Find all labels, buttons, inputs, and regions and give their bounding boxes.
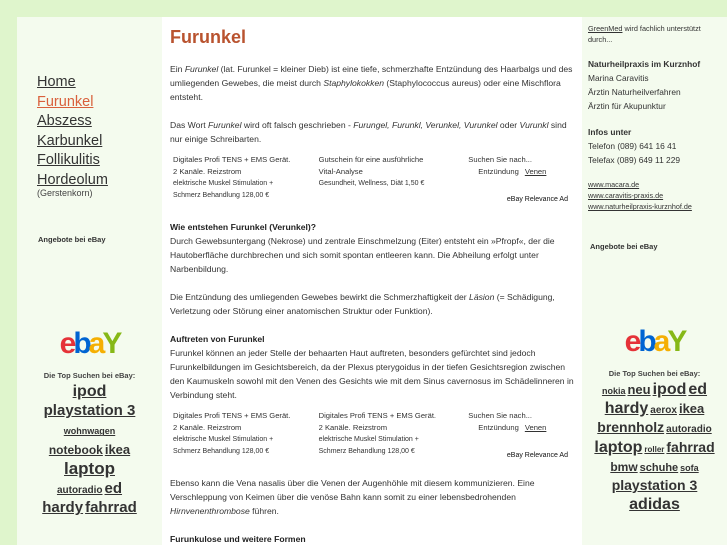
text: Die Entzündung des umliegenden Gewebes bewirkt die Schmerzhaftigkeit der (170, 292, 470, 302)
text: (= Schädigung, Verletzung oder Störung einer anatomischen Struktur oder Funktion). (170, 292, 555, 316)
ad-item[interactable] (173, 154, 319, 206)
text: (lat. Furunkel = kleiner Dieb) ist eine tiefe, schmerzhafte Entzündung des Haarbalgs und des umliegenden Gewebes, die meist durch (170, 64, 573, 88)
contact-heading: Infos unter (588, 127, 632, 137)
ad-title: Gutschein für eine ausführliche (318, 155, 424, 164)
ebay-ad-block-1 (173, 154, 574, 206)
ebay-logo[interactable]: ebaY (624, 325, 685, 358)
section-heading: Furunkulose und weitere Formen (170, 534, 306, 544)
paragraph (170, 476, 574, 518)
contact-info (588, 125, 721, 167)
paragraph: Furunkel können an jeder Stelle der behaarten Haut auftreten, besonders gefürchtet sind jedoch Furunkelbildungen im Gesichtsbereich, da der Plexus pterygoidus in der tiefen Gesichtsregion zwischen den Kaumuskeln sowohl mit den Venen des Gesichts wie mit dem Sinus cavernosus im Schädelinneren in Verbindung steht. (170, 348, 574, 400)
cloud-link[interactable]: autoradio (666, 424, 712, 436)
cloud-link[interactable]: hardy (604, 400, 649, 418)
intro-paragraph (170, 62, 574, 104)
ad-title: Digitales Profi TENS + EMS Gerät. (318, 411, 437, 420)
website-link[interactable]: www.naturheilpraxis-kurznhof.de (588, 202, 692, 211)
ad-item[interactable] (319, 154, 465, 206)
search-cloud (582, 380, 727, 514)
page-container (17, 17, 727, 545)
ad-title: Digitales Profi TENS + EMS Gerät. (173, 155, 291, 164)
search-label: Suchen Sie nach... (468, 411, 533, 420)
text: oder (497, 120, 520, 130)
text: sind nur einige Schreibarten. (170, 120, 567, 144)
cloud-link[interactable]: ikea (678, 401, 705, 417)
cloud-link[interactable]: nokia (601, 386, 626, 396)
text: wird fachlich unterstützt durch... (588, 24, 701, 44)
ad-title: Digitales Profi TENS + EMS Gerät. (173, 411, 291, 420)
cloud-link[interactable]: neu (627, 382, 651, 397)
ebay-widget-right (582, 325, 727, 514)
text: Furunkel (184, 64, 219, 74)
doctor-role: Ärztin für Akupunktur (588, 101, 666, 111)
doctor-role: Ärztin Naturheilverfahren (588, 87, 681, 97)
search-term-link[interactable]: Venen (524, 167, 547, 176)
cloud-link[interactable]: brennholz (597, 419, 665, 436)
cloud-link[interactable]: ipod (72, 383, 107, 400)
cloud-link[interactable]: autoradio (56, 485, 103, 497)
cloud-link[interactable]: roller (644, 444, 665, 454)
cloud-link[interactable]: sofa (680, 462, 699, 473)
paragraph (170, 290, 574, 318)
nav-abszess[interactable]: Abszess (37, 113, 92, 129)
text: Vurunkl (519, 120, 549, 130)
cloud-link[interactable]: laptop (64, 458, 115, 478)
top-searches-label: Die Top Suchen bei eBay: (608, 369, 701, 378)
text: Furungel, Furunkl, Verunkel, Vurunkel (353, 120, 498, 130)
ad-price: Schmerz Behandlung 128,00 € (173, 192, 270, 199)
fax: Telefax (089) 649 11 229 (588, 155, 681, 165)
text: Staphylokokken (323, 78, 385, 88)
cloud-link[interactable]: ed (104, 480, 123, 498)
ad-price: Gesundheit, Wellness, Diät 1,50 € (318, 180, 425, 187)
doctor-name: Marina Caravitis (588, 73, 649, 83)
ebay-ad-block-2 (173, 410, 574, 462)
left-sidebar (17, 17, 162, 545)
cloud-link[interactable]: ikea (104, 441, 131, 457)
greenmed-link[interactable]: GreenMed (588, 24, 623, 33)
main-content (162, 17, 582, 545)
cloud-link[interactable]: fahrrad (666, 438, 715, 455)
nav-hordeolum[interactable]: Hordeolum (37, 171, 108, 188)
cloud-link[interactable]: bmw (610, 459, 638, 474)
nav-follikulitis[interactable]: Follikulitis (37, 152, 100, 168)
nav-furunkel[interactable]: Furunkel (37, 93, 94, 110)
text: Läsion (469, 292, 495, 302)
website-links (588, 179, 721, 212)
nav-hordeolum-sub: (Gerstenkorn) (37, 188, 93, 198)
text: wird oft falsch geschrieben - (241, 120, 354, 130)
search-term[interactable]: Entzündung (478, 423, 519, 432)
cloud-link[interactable]: laptop (594, 438, 643, 456)
ad-text: 2 Kanäle. Reizstrom (173, 423, 242, 432)
cloud-link[interactable]: ed (688, 381, 708, 398)
phone: Telefon (089) 641 16 41 (588, 141, 677, 151)
cloud-link[interactable]: ipod (652, 381, 687, 398)
ad-price: Schmerz Behandlung 128,00 € (318, 448, 415, 455)
search-term[interactable]: Entzündung (478, 167, 519, 176)
text: Ebenso kann die Vena nasalis über die Venen der Augenhöhle mit diesem kommunizieren. Eine Verschleppung von Keimen über die venöse Bahn kann somit zu einer lebensbedrohenden (170, 478, 535, 502)
ad-text: Vital-Analyse (318, 167, 363, 176)
cloud-link[interactable]: hardy (42, 499, 84, 517)
ad-item[interactable] (319, 410, 465, 462)
text: Furunkel (208, 120, 242, 130)
main-nav (37, 73, 108, 198)
ad-text: elektrische Muskel Stimulation + (318, 436, 419, 443)
ebay-widget-left (17, 327, 162, 518)
sponsor-note (588, 23, 721, 45)
cloud-link[interactable]: notebook (48, 442, 103, 457)
cloud-link[interactable]: schuhe (639, 461, 679, 474)
section-heading: Auftreten von Furunkel (170, 334, 265, 344)
praxis-name: Naturheilpraxis im Kurznhof (588, 59, 701, 69)
spelling-paragraph (170, 118, 574, 146)
cloud-link[interactable]: adidas (629, 496, 680, 514)
website-link[interactable]: www.caravitis-praxis.de (588, 191, 664, 200)
text: (Staphylococcus aureus) oder eine Mischflora entsteht. (170, 78, 561, 102)
page-title: Furunkel (170, 27, 247, 47)
text: Ein (170, 64, 185, 74)
ebay-offers-heading: Angebote bei eBay (590, 242, 658, 251)
ad-text: 2 Kanäle. Reizstrom (173, 167, 242, 176)
text: Das Wort (170, 120, 209, 130)
cloud-link[interactable]: fahrrad (85, 499, 137, 517)
search-term-link[interactable]: Venen (524, 423, 547, 432)
section-heading: Wie entstehen Furunkel (Verunkel)? (170, 222, 317, 232)
ad-price: Schmerz Behandlung 128,00 € (173, 448, 270, 455)
ad-item[interactable] (173, 410, 319, 462)
nav-karbunkel[interactable]: Karbunkel (37, 132, 103, 149)
relevance-ad-label: eBay Relevance Ad (506, 196, 568, 203)
search-label: Suchen Sie nach... (468, 155, 533, 164)
nav-home[interactable]: Home (37, 74, 76, 90)
ad-text: 2 Kanäle. Reizstrom (318, 423, 388, 432)
ebay-logo[interactable]: ebaY (59, 327, 120, 360)
relevance-ad-label: eBay Relevance Ad (506, 452, 568, 459)
right-sidebar (582, 17, 727, 545)
ad-text: elektrische Muskel Stimulation + (173, 180, 274, 187)
paragraph: Durch Gewebsuntergang (Nekrose) und zentrale Einschmelzung (Eiter) entsteht ein »Pfropf«, der die Hautoberfläche durchbrechen und sich somit spontan entleeren kann. Die Abheilung erfolgt unter Narbenbildung. (170, 236, 555, 274)
website-link[interactable]: www.macara.de (588, 180, 640, 189)
cloud-link[interactable]: playstation 3 (611, 476, 698, 493)
ebay-offers-heading: Angebote bei eBay (38, 235, 106, 244)
search-cloud (17, 382, 162, 518)
text: führen. (249, 506, 279, 516)
text: Hirnvenenthrombose (170, 506, 250, 516)
cloud-link[interactable]: playstation 3 (43, 402, 136, 420)
cloud-link[interactable]: wohnwagen (63, 426, 116, 437)
praxis-info (588, 57, 721, 113)
top-searches-label: Die Top Suchen bei eBay: (43, 371, 136, 380)
ad-text: elektrische Muskel Stimulation + (173, 436, 274, 443)
cloud-link[interactable]: aerox (650, 405, 677, 417)
